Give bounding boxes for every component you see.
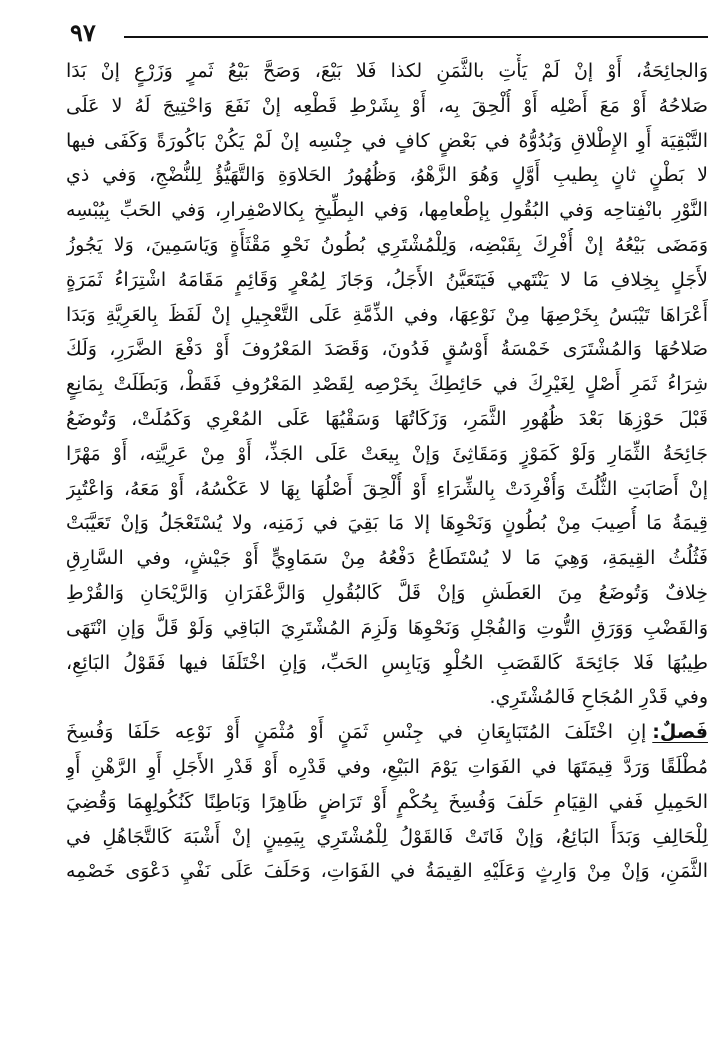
text-line [66, 785, 708, 820]
text-line [66, 576, 708, 611]
text-line [66, 367, 708, 402]
line-text: صَلاحُهَا وَالمُشْتَرَى خَمْسَةُ أَوْسُقٍ فَدُونَ، وَقَصَدَ المَعْرُوفَ أَوْ دَفْعَ الضَّرَرِ، وَلَكَ [66, 338, 708, 361]
text-line [66, 715, 708, 750]
line-text: التَّبْقِيَة أَوِ الإِطْلاقِ وَبُدُوُّهُ في بَعْضٍ كافٍ في جِنْسِه إنْ لَمْ يَكُنْ بَاكُورَةً وَكَفَى فيها [66, 129, 708, 152]
text-line [66, 854, 708, 889]
body-text [66, 54, 708, 889]
line-text: إنِ اخْتَلَفَ المُتَبَايِعَانِ في جِنْسِ ثَمَنٍ أَوْ مُثْمَنٍ أَوْ نَوْعِه حَلَفَا وَفُسِخَ [66, 721, 647, 744]
text-line [66, 437, 708, 472]
section-heading: فَصلٌ: [652, 721, 708, 744]
line-text: وفي قَدْرِ المُجَاحِ فَالمُشْتَرِي. [489, 686, 708, 709]
line-text: لأَجَلٍ بِخِلافِ مَا لا يَنْتَهي فَيَتَعَيَّنُ الأَجَلُ، وَجَازَ لِمُعْرٍ وَقَائِمٍ مَقَامَهُ اشْتِرَاءُ ثَمَرَةٍ [66, 268, 708, 291]
text-line [66, 402, 708, 437]
line-text: قِيمَةُ مَا أُصِيبَ مِنْ بُطُونٍ وَنَحْوِهَا إلا مَا بَقِيَ في زَمَنِه، ولا يُسْتَعْجَلُ وَإنْ تَعَيَّبَتْ [66, 512, 708, 535]
line-text: وَالجائِحَةُ، أَوْ إنْ لَمْ يَأْتِ بالثَّمَنِ لكذا فَلا بَيْعَ، وَصَحَّ بَيْعُ ثَمرٍ وَزَرْعٍ إنْ بَدَا [66, 60, 708, 82]
line-text: جَائِحَةُ الثِّمَارِ وَلَوْ كَمَوْزٍ وَمَقَاثِئَ وَإنْ بِيعَتْ عَلَى الجَذِّ، أَوْ مِنْ عَرِيَّتِه، أَوْ مَهْرًا [66, 442, 708, 465]
text-line [66, 506, 708, 541]
text-line [66, 472, 708, 507]
text-line [66, 820, 708, 855]
text-line [66, 193, 708, 228]
line-text: الحَمِيلِ فَفي القِيَامِ حَلَفَ وَفُسِخَ بِحُكْمٍ أَوْ تَرَاضٍ ظَاهِرًا وَبَاطِنًا كَنُكُولِهِمَا وَقُضِيَ [66, 790, 708, 813]
line-text: قَبْلَ حَوْزِهَا بَعْدَ ظُهُورِ الثَّمَرِ، وَزَكَاتُهَا وَسَقْيُهَا عَلَى المُعْرِي وَكَمُلَتْ، وَتُوضَعُ [66, 407, 708, 430]
text-line [66, 750, 708, 785]
line-text: النَّوْرِ بانْفِتاحِه وَفي البُقُولِ بِإطْعامِها، وَفي البِطِّيخِ بِكالاصْفِرارِ، وَفي الحَبِّ بِيُبْسِه [66, 199, 708, 222]
text-line [66, 646, 708, 681]
text-line [66, 54, 708, 89]
line-text: مُطْلَقًا وَرَدَّ قِيمَتَهَا في الفَوَاتِ يَوْمَ البَيْعِ، وفي قَدْرِه أَوْ قَدْرِ الأَجَلِ أَوِ الرَّهْنِ أَوِ [66, 755, 708, 778]
text-line [66, 89, 708, 124]
header-rule [124, 36, 708, 38]
line-text: شِرَاءُ ثَمَرِ أَصْلٍ لِغَيْرِكَ في حَائِطِكَ بِخَرْصِه لِقَصْدِ المَعْرُوفِ فَقَطْ، وَبَطَلَتْ بِمَانِعٍ [66, 373, 708, 396]
text-line [66, 124, 708, 159]
line-text: طِيبُهَا فَلا جَائِحَةَ كَالقَصَبِ الحُلْوِ وَيَابِسِ الحَبِّ، وَإنِ اخْتَلَفَا فيها فَقَوْلُ البَائِعِ، [66, 651, 708, 674]
line-text: صَلاحُهُ أَوْ مَعَ أَصْلِه أَوْ أُلْحِقَ بِه، أَوْ بِشَرْطِ قَطْعِه إنْ نَفَعَ وَاحْتِيجَ لَهُ لا عَلَى [66, 94, 708, 117]
text-line [66, 228, 708, 263]
text-line [66, 332, 708, 367]
text-line [66, 680, 708, 715]
line-text: وَمَضَى بَيْعُهُ إنْ أُفْرِكَ بِقَبْضِه، وَلِلْمُشْتَرِي بُطُونُ نَحْوِ مَقْثَأَةٍ وَيَاسَمِينَ، وَلا يَجُوزُ [66, 233, 708, 256]
line-text: فَثُلُثُ القِيمَةِ، وَهِيَ مَا لا يُسْتَطَاعُ دَفْعُهُ مِنْ سَمَاوِيٍّ أَوْ جَيْشٍ، وفي السَّارِقِ [66, 547, 708, 570]
text-line [66, 263, 708, 298]
text-line [66, 298, 708, 333]
page-number: ٩٧ [70, 18, 96, 47]
line-text: أَعْرَاهَا تَيْبَسُ بِخَرْصِهَا مِنْ نَوْعِهَا، وفي الذِّمَّةِ عَلَى التَّعْجِيلِ إنْ لَفَظَ بِالعَرِيَّةِ وَبَدَا [66, 303, 708, 326]
text-line [66, 611, 708, 646]
text-line [66, 541, 708, 576]
page-header [60, 18, 708, 48]
line-text: الثَّمَنِ، وَإنْ مِنْ وَارِثٍ وَعَلَيْهِ القِيمَةُ في الفَوَاتِ، وَحَلَفَ عَلَى نَفْيِ دَعْوَى خَصْمِه [66, 860, 708, 883]
line-text: لا بَطْنٍ ثانٍ بِطيبِ أَوَّلٍ وَهُوَ الزَّهْوُ، وَظُهُورُ الحَلاوَةِ وَالتَّهَيُّؤُ لِلنُّضْجِ، وَفي ذي [66, 164, 708, 187]
text-line [66, 158, 708, 193]
line-text: إنْ أَصَابَتِ الثُّلُثَ وَأُفْرِدَتْ بِالشِّرَاءِ أَوْ أُلْحِقَ أَصْلُهَا بِهَا لا عَكْسُهُ، أَوْ مَعَهُ، وَاعْتُبِرَ [66, 477, 708, 500]
line-text: وَالقَضْبِ وَوَرَقِ التُّوتِ وَالفُجْلِ وَنَحْوِهَا وَلَزِمَ المُشْتَرِيَ البَاقِي وَلَوْ قَلَّ وَإنِ انْتَهَى [66, 616, 708, 639]
line-text: لِلْحَالِفِ وَبَدَأَ البَائِعُ، وَإنْ فَاتَتْ فَالقَوْلُ لِلْمُشْتَرِي بِيَمِينٍ إنْ أَشْبَهَ كَالتَّجَاهُلِ في [66, 825, 708, 848]
line-text: خِلافٌ وَتُوضَعُ مِنَ العَطَشِ وَإنْ قَلَّ كَالبُقُولِ وَالزَّعْفَرَانِ وَالرَّيْحَانِ وَالقُرْطِ [66, 581, 708, 604]
